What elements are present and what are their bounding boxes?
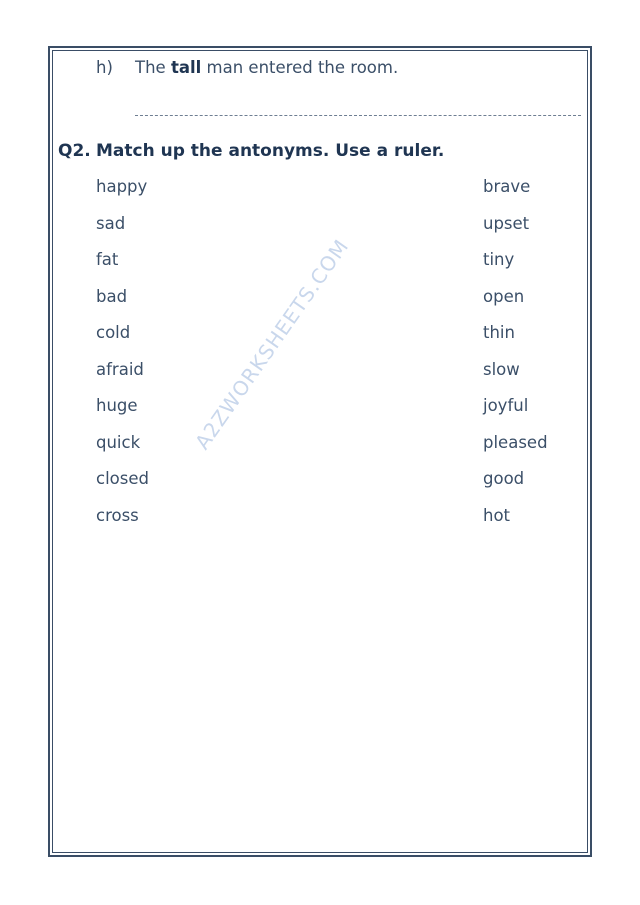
right-word: slow bbox=[483, 359, 520, 379]
question-number: Q2. bbox=[58, 141, 91, 161]
right-word: brave bbox=[483, 177, 531, 196]
answer-line bbox=[135, 115, 581, 116]
item-letter: h) bbox=[96, 58, 113, 77]
right-word: open bbox=[483, 286, 525, 306]
left-word: cold bbox=[96, 323, 131, 342]
sentence-bold-word: tall bbox=[170, 58, 202, 77]
left-word: quick bbox=[96, 432, 141, 452]
left-word: bad bbox=[96, 286, 128, 306]
right-word: pleased bbox=[483, 432, 548, 452]
right-word: joyful bbox=[483, 396, 529, 415]
item-sentence bbox=[135, 58, 398, 77]
left-word: happy bbox=[96, 177, 148, 196]
left-word: afraid bbox=[96, 359, 144, 379]
left-word: sad bbox=[96, 213, 126, 233]
right-word: tiny bbox=[483, 250, 515, 269]
sentence-start: The bbox=[135, 58, 166, 77]
right-word: hot bbox=[483, 505, 511, 525]
question-instruction: Match up the antonyms. Use a ruler. bbox=[96, 141, 445, 161]
watermark: A2ZWORKSHEETS.COM bbox=[190, 234, 354, 454]
right-word: thin bbox=[483, 323, 515, 342]
left-word: huge bbox=[96, 396, 138, 415]
left-word: fat bbox=[96, 250, 119, 269]
sentence-end: man entered the room. bbox=[206, 58, 399, 77]
right-word: upset bbox=[483, 213, 530, 233]
left-word: cross bbox=[96, 505, 139, 525]
page-border-inner bbox=[52, 50, 588, 853]
left-word: closed bbox=[96, 469, 149, 488]
right-word: good bbox=[483, 469, 525, 488]
